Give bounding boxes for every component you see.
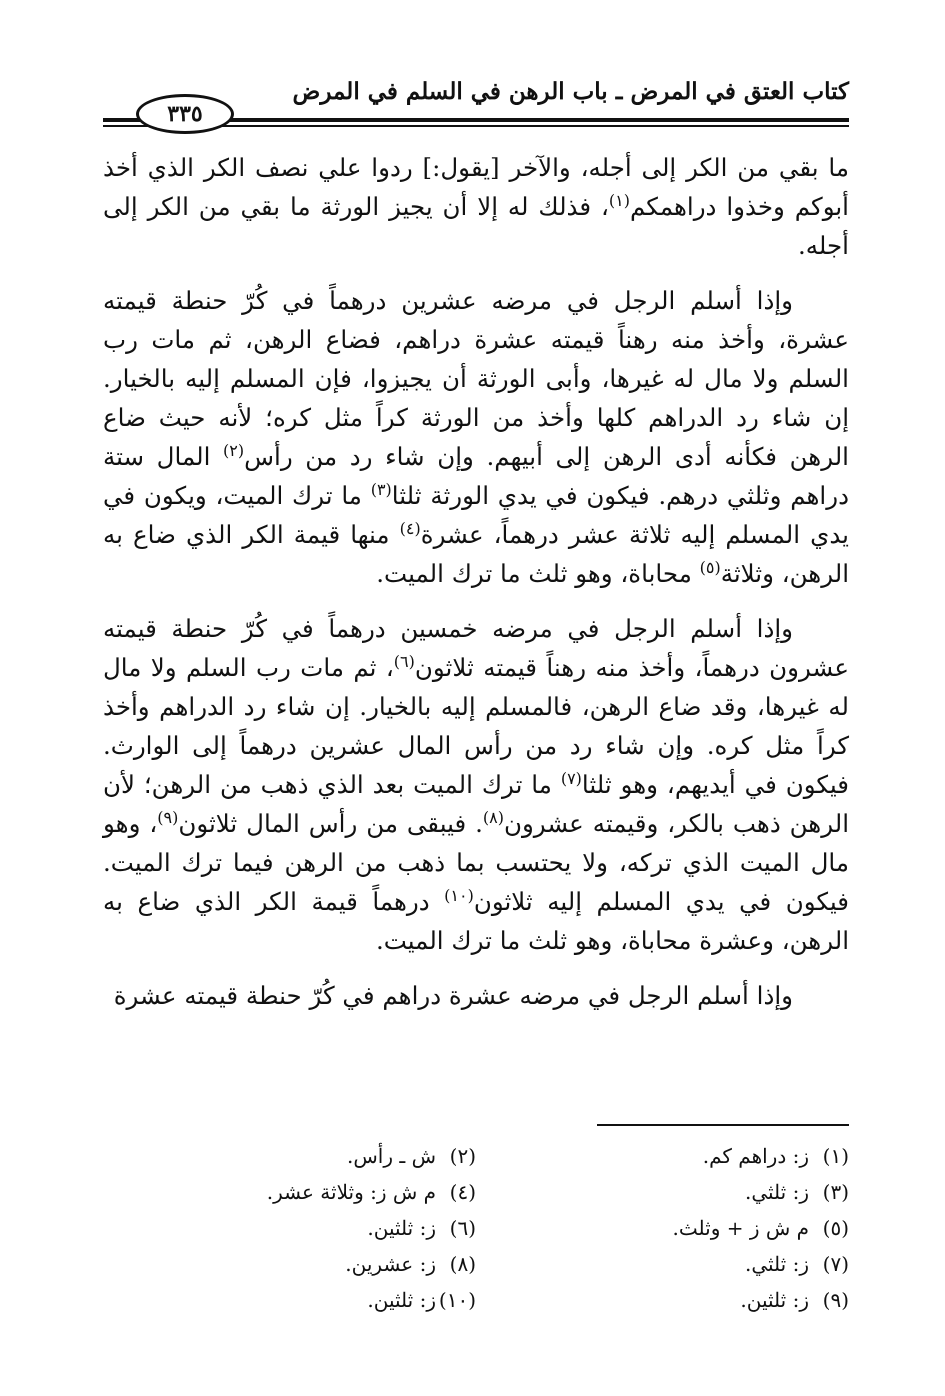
footnote-number: (٨): [449, 1252, 476, 1276]
footnote-reference[interactable]: (١٠): [444, 885, 474, 905]
footnote-text: ز: عشرين.: [345, 1252, 436, 1276]
text-segment: محاباة، وهو ثلث ما ترك الميت.: [376, 559, 700, 588]
footnote: [103, 1216, 476, 1240]
footnote-number: (٦): [449, 1216, 476, 1240]
footnote-reference[interactable]: (٢): [223, 440, 245, 460]
footnote-reference[interactable]: (٨): [482, 807, 504, 827]
footnote-number: (٥): [822, 1216, 849, 1240]
footnote: [476, 1216, 849, 1240]
footnote-reference[interactable]: (٥): [699, 557, 721, 577]
footnote-text: م ش ز + وثلث.: [672, 1216, 809, 1240]
footnote-text: ز: ثلثي.: [744, 1180, 809, 1204]
paragraph: [103, 976, 849, 1015]
footnote: [476, 1252, 849, 1276]
footnote: [103, 1180, 476, 1204]
text-segment: ، فذلك له إلا أن يجيز الورثة ما بقي من الكر إلى أجله.: [103, 192, 849, 260]
text-segment: وإذا أسلم الرجل في مرضه خمسين درهماً في كُرّ حنطة قيمته عشرون درهماً، وأخذ منه رهناً قيمته ثلاثون: [103, 614, 849, 682]
footnote-number: (٣): [822, 1180, 849, 1204]
footnote-reference[interactable]: (٦): [393, 651, 415, 671]
footnote-text: ز: ثلثين.: [367, 1216, 436, 1240]
text-segment: منها قيمة الكر الذي ضاع به الرهن، وثلاثة: [103, 520, 849, 588]
footnote-text: ز: دراهم كم.: [702, 1144, 809, 1168]
footnote-number: (٢): [449, 1144, 476, 1168]
footnote: [103, 1144, 476, 1168]
footnote-text: ز: ثلثين.: [740, 1288, 809, 1312]
text-segment: ما ترك الميت بعد الذي ذهب من الرهن؛ لأن الرهن ذهب بالكر، وقيمته عشرون: [103, 770, 850, 838]
page-number: ٣٣٥: [167, 101, 203, 127]
footnote-reference[interactable]: (١): [608, 190, 630, 210]
paragraph: [103, 148, 849, 265]
footnote-row: [103, 1246, 849, 1282]
text-segment: المال ستة دراهم وثلثي درهم. فيكون في يدي الورثة ثلثا: [103, 442, 849, 510]
paragraph: [103, 281, 849, 593]
text-segment: . فيبقى من رأس المال ثلاثون: [178, 809, 483, 838]
footnote-row: [103, 1138, 849, 1174]
paragraph: [103, 609, 849, 960]
text-segment: ما ترك الميت، ويكون في يدي المسلم إليه ثلاثة عشر درهماً، عشرة: [103, 481, 849, 549]
footnotes: [103, 1138, 849, 1318]
footnote: [103, 1252, 476, 1276]
text-segment: ما بقي من الكر إلى أجله، والآخر [يقول:] ردوا علي نصف الكر الذي أخذ أبوكم وخذوا دراهمكم: [103, 153, 849, 221]
footnote-separator: [597, 1124, 849, 1126]
text-segment: وإذا أسلم الرجل في مرضه عشرة دراهم في كُرّ حنطة قيمته عشرة: [113, 981, 793, 1010]
footnote-reference[interactable]: (٧): [560, 768, 582, 788]
running-header-title: كتاب العتق في المرض ـ باب الرهن في السلم في المرض: [292, 78, 849, 105]
footnote-row: [103, 1282, 849, 1318]
footnote-number: (١): [822, 1144, 849, 1168]
footnote: [476, 1288, 849, 1312]
footnote-row: [103, 1210, 849, 1246]
footnote: [476, 1180, 849, 1204]
footnote: [103, 1288, 476, 1312]
footnote-number: (٩): [822, 1288, 849, 1312]
footnote: [476, 1144, 849, 1168]
footnote-row: [103, 1174, 849, 1210]
text-segment: ، وهو مال الميت الذي تركه، ولا يحتسب بما ذهب من الرهن فيما ترك الميت. فيكون في يدي المسلم إليه ثلاثون: [103, 809, 850, 916]
page-number-badge: [136, 94, 234, 134]
footnote-number: (١٠): [438, 1288, 476, 1312]
text-segment: درهماً قيمة الكر الذي ضاع به الرهن، وعشرة محاباة، وهو ثلث ما ترك الميت.: [103, 887, 849, 955]
footnote-text: ز: ثلثي.: [744, 1252, 809, 1276]
body-text: [103, 148, 849, 1015]
footnote-text: م ش ز: وثلاثة عشر.: [266, 1180, 436, 1204]
footnote-reference[interactable]: (٣): [370, 479, 392, 499]
footnote-text: ش ـ رأس.: [347, 1144, 436, 1168]
text-segment: وإذا أسلم الرجل في مرضه عشرين درهماً في كُرّ حنطة قيمته عشرة، وأخذ منه رهناً قيمته عشرة دراهم، فضاع الرهن، ثم مات رب السلم ولا مال له غيرها، وأبى الورثة أن يجيزوا، فإن المسلم إليه بالخيار. إن شاء رد الدراهم كلها وأخذ من الورثة كراً مثل كره؛ لأنه حيث ضاع الرهن فكأنه أدى الرهن إلى أبيهم. وإن شاء رد من رأس: [103, 286, 849, 471]
text-segment: ، ثم مات رب السلم ولا مال له غيرها، وقد ضاع الرهن، فالمسلم إليه بالخيار. إن شاء رد الدراهم وأخذ كراً مثل كره. وإن شاء رد من رأس المال عشرين درهماً إلى الوارث. فيكون في أيديهم، وهو ثلثا: [103, 653, 849, 799]
footnote-text: ز: ثلثين.: [367, 1288, 436, 1312]
footnote-number: (٤): [449, 1180, 476, 1204]
footnote-reference[interactable]: (٤): [399, 518, 421, 538]
footnote-number: (٧): [822, 1252, 849, 1276]
footnote-reference[interactable]: (٩): [157, 807, 179, 827]
